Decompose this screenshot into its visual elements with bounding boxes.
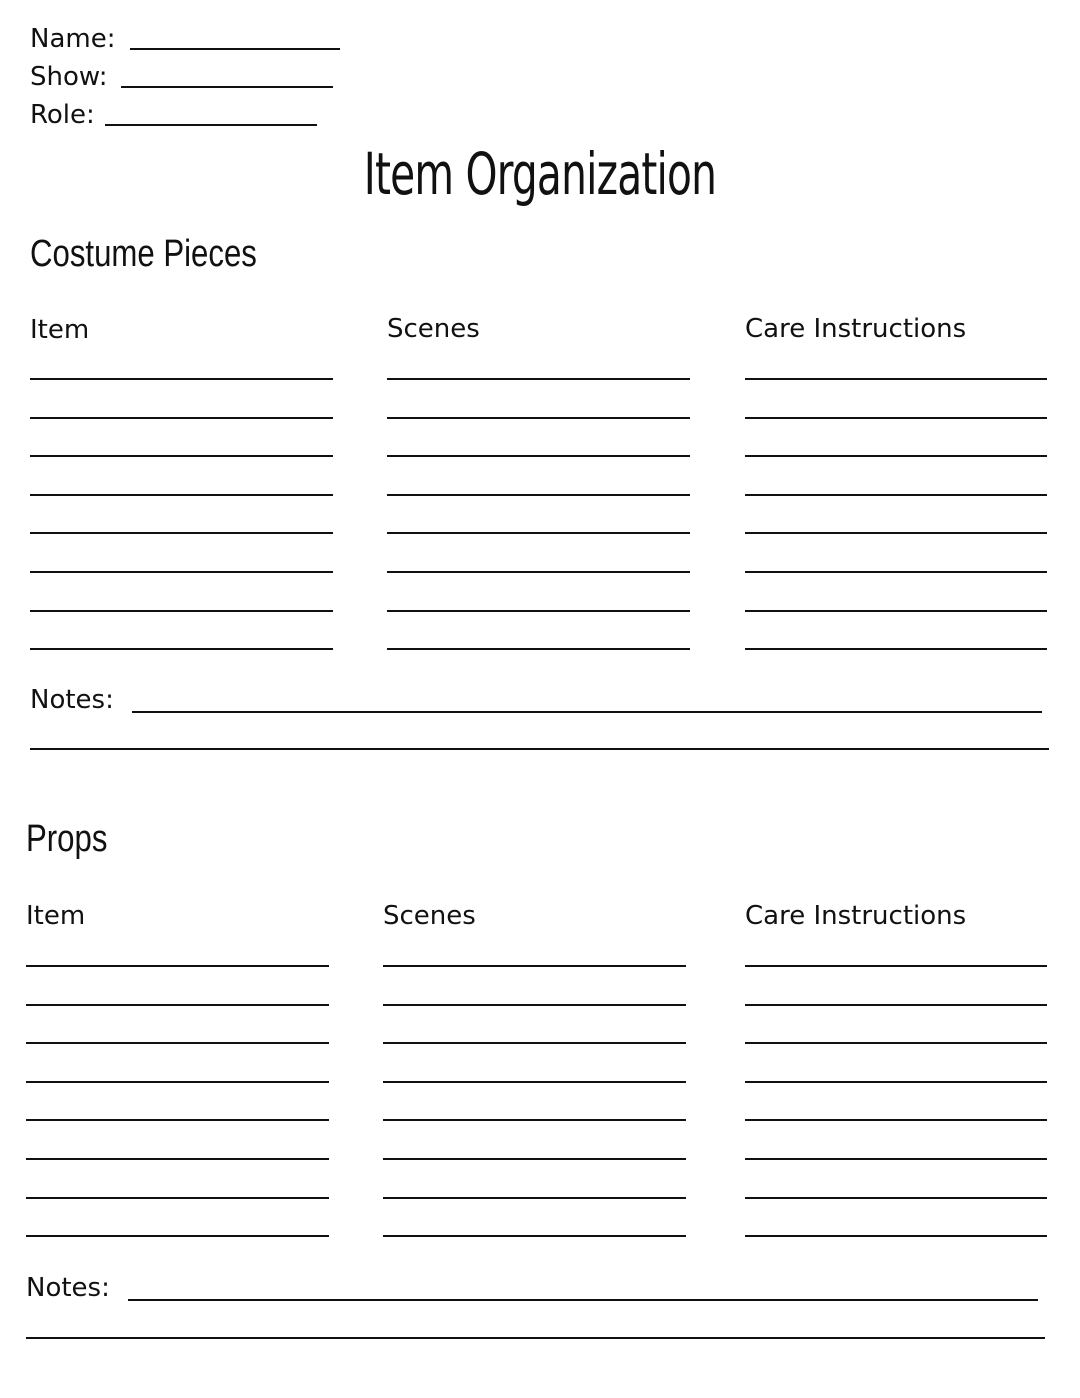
section-title-props: Props [26,818,108,860]
column-header-scenes: Scenes [387,314,480,344]
write-in-line[interactable] [387,417,690,419]
write-in-line[interactable] [383,1197,686,1199]
column-header-scenes: Scenes [383,901,476,931]
write-in-line[interactable] [383,1235,686,1237]
show-label: Show: [30,62,108,92]
write-in-line[interactable] [26,1081,329,1083]
write-in-line[interactable] [30,571,333,573]
column-header-item: Item [30,315,90,345]
write-in-line[interactable] [745,1004,1047,1006]
write-in-line[interactable] [383,1004,686,1006]
name-field [30,24,115,54]
notes-label: Notes: [30,685,114,715]
write-in-line[interactable] [26,1197,329,1199]
notes-line[interactable] [128,1299,1038,1301]
write-in-line[interactable] [745,494,1047,496]
show-field [30,62,108,92]
write-in-line[interactable] [383,1042,686,1044]
role-blank[interactable] [105,124,317,126]
write-in-line[interactable] [745,610,1047,612]
write-in-line[interactable] [745,965,1047,967]
write-in-line[interactable] [30,532,333,534]
write-in-line[interactable] [387,455,690,457]
role-label: Role: [30,100,95,130]
notes-line[interactable] [132,711,1042,713]
column-header-item: Item [26,901,86,931]
write-in-line[interactable] [745,417,1047,419]
role-field [30,100,95,130]
write-in-line[interactable] [745,1042,1047,1044]
write-in-line[interactable] [30,455,333,457]
column-header-care-instructions: Care Instructions [745,901,967,931]
name-label: Name: [30,24,116,54]
write-in-line[interactable] [387,648,690,650]
notes-label: Notes: [26,1273,110,1303]
write-in-line[interactable] [387,532,690,534]
write-in-line[interactable] [745,1081,1047,1083]
write-in-line[interactable] [387,571,690,573]
show-blank[interactable] [121,86,333,88]
write-in-line[interactable] [383,1119,686,1121]
write-in-line[interactable] [26,965,329,967]
section-title-costume-pieces: Costume Pieces [30,233,257,275]
notes-line[interactable] [26,1337,1045,1339]
write-in-line[interactable] [745,455,1047,457]
write-in-line[interactable] [26,1119,329,1121]
write-in-line[interactable] [745,378,1047,380]
write-in-line[interactable] [745,532,1047,534]
name-blank[interactable] [130,48,340,50]
write-in-line[interactable] [745,1119,1047,1121]
write-in-line[interactable] [387,610,690,612]
write-in-line[interactable] [745,648,1047,650]
write-in-line[interactable] [745,571,1047,573]
write-in-line[interactable] [30,378,333,380]
column-header-care-instructions: Care Instructions [745,314,967,344]
write-in-line[interactable] [387,378,690,380]
write-in-line[interactable] [745,1235,1047,1237]
notes-line[interactable] [30,748,1049,750]
write-in-line[interactable] [30,648,333,650]
write-in-line[interactable] [383,1081,686,1083]
write-in-line[interactable] [30,417,333,419]
write-in-line[interactable] [387,494,690,496]
write-in-line[interactable] [745,1197,1047,1199]
write-in-line[interactable] [26,1235,329,1237]
write-in-line[interactable] [383,1158,686,1160]
write-in-line[interactable] [26,1158,329,1160]
write-in-line[interactable] [30,494,333,496]
write-in-line[interactable] [26,1042,329,1044]
page-title: Item Organization [363,140,717,208]
write-in-line[interactable] [30,610,333,612]
write-in-line[interactable] [26,1004,329,1006]
write-in-line[interactable] [383,965,686,967]
write-in-line[interactable] [745,1158,1047,1160]
